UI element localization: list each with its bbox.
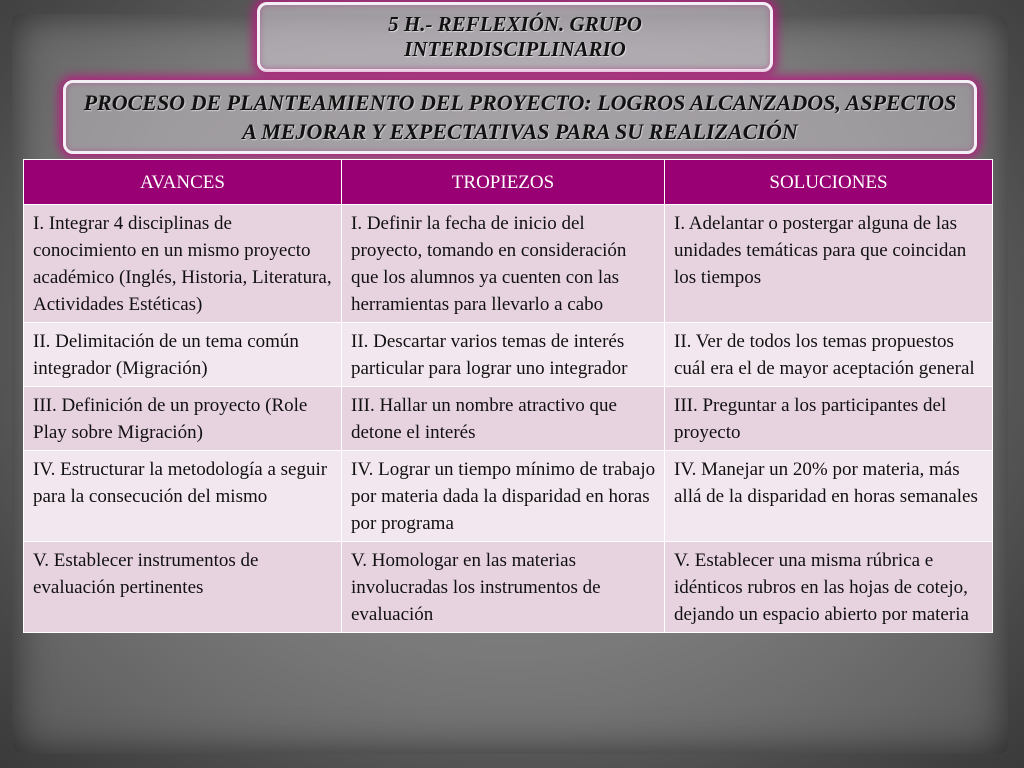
table-cell: IV. Estructurar la metodología a seguir para la consecución del mismo bbox=[24, 451, 342, 542]
slide-title: 5 H.- REFLEXIÓN. GRUPO INTERDISCIPLINARIO bbox=[388, 12, 642, 61]
table-header-row bbox=[24, 160, 993, 205]
table-cell: III. Definición de un proyecto (Role Play sobre Migración) bbox=[24, 387, 342, 451]
table-cell: V. Establecer instrumentos de evaluación pertinentes bbox=[24, 542, 342, 633]
table-cell: III. Preguntar a los participantes del proyecto bbox=[665, 387, 993, 451]
header-soluciones: SOLUCIONES bbox=[665, 160, 993, 205]
table-cell: I. Definir la fecha de inicio del proyecto, tomando en consideración que los alumnos ya cuenten con las herramientas para llevarlo a cabo bbox=[342, 205, 665, 323]
table-row bbox=[24, 323, 993, 387]
table-cell: IV. Manejar un 20% por materia, más allá de la disparidad en horas semanales bbox=[665, 451, 993, 542]
table-cell: V. Homologar en las materias involucradas los instrumentos de evaluación bbox=[342, 542, 665, 633]
table-cell: II. Ver de todos los temas propuestos cuál era el de mayor aceptación general bbox=[665, 323, 993, 387]
reflection-table bbox=[23, 159, 993, 633]
table-row bbox=[24, 205, 993, 323]
header-avances: AVANCES bbox=[24, 160, 342, 205]
table-cell: IV. Lograr un tiempo mínimo de trabajo por materia dada la disparidad en horas por programa bbox=[342, 451, 665, 542]
header-tropiezos: TROPIEZOS bbox=[342, 160, 665, 205]
title-box bbox=[257, 2, 773, 72]
table-row bbox=[24, 451, 993, 542]
table-cell: V. Establecer una misma rúbrica e idénticos rubros en las hojas de cotejo, dejando un espacio abierto por materia bbox=[665, 542, 993, 633]
table-cell: III. Hallar un nombre atractivo que detone el interés bbox=[342, 387, 665, 451]
table-cell: I. Adelantar o postergar alguna de las unidades temáticas para que coincidan los tiempos bbox=[665, 205, 993, 323]
subtitle-box bbox=[63, 80, 977, 154]
table-row bbox=[24, 542, 993, 633]
table-cell: II. Delimitación de un tema común integrador (Migración) bbox=[24, 323, 342, 387]
table-cell: I. Integrar 4 disciplinas de conocimiento en un mismo proyecto académico (Inglés, Historia, Literatura, Actividades Estéticas) bbox=[24, 205, 342, 323]
slide-subtitle: PROCESO DE PLANTEAMIENTO DEL PROYECTO: LOGROS ALCANZADOS, ASPECTOS A MEJORAR Y EXPECTATIVAS PARA SU REALIZACIÓN bbox=[83, 90, 957, 144]
table-cell: II. Descartar varios temas de interés particular para lograr uno integrador bbox=[342, 323, 665, 387]
table-row bbox=[24, 387, 993, 451]
